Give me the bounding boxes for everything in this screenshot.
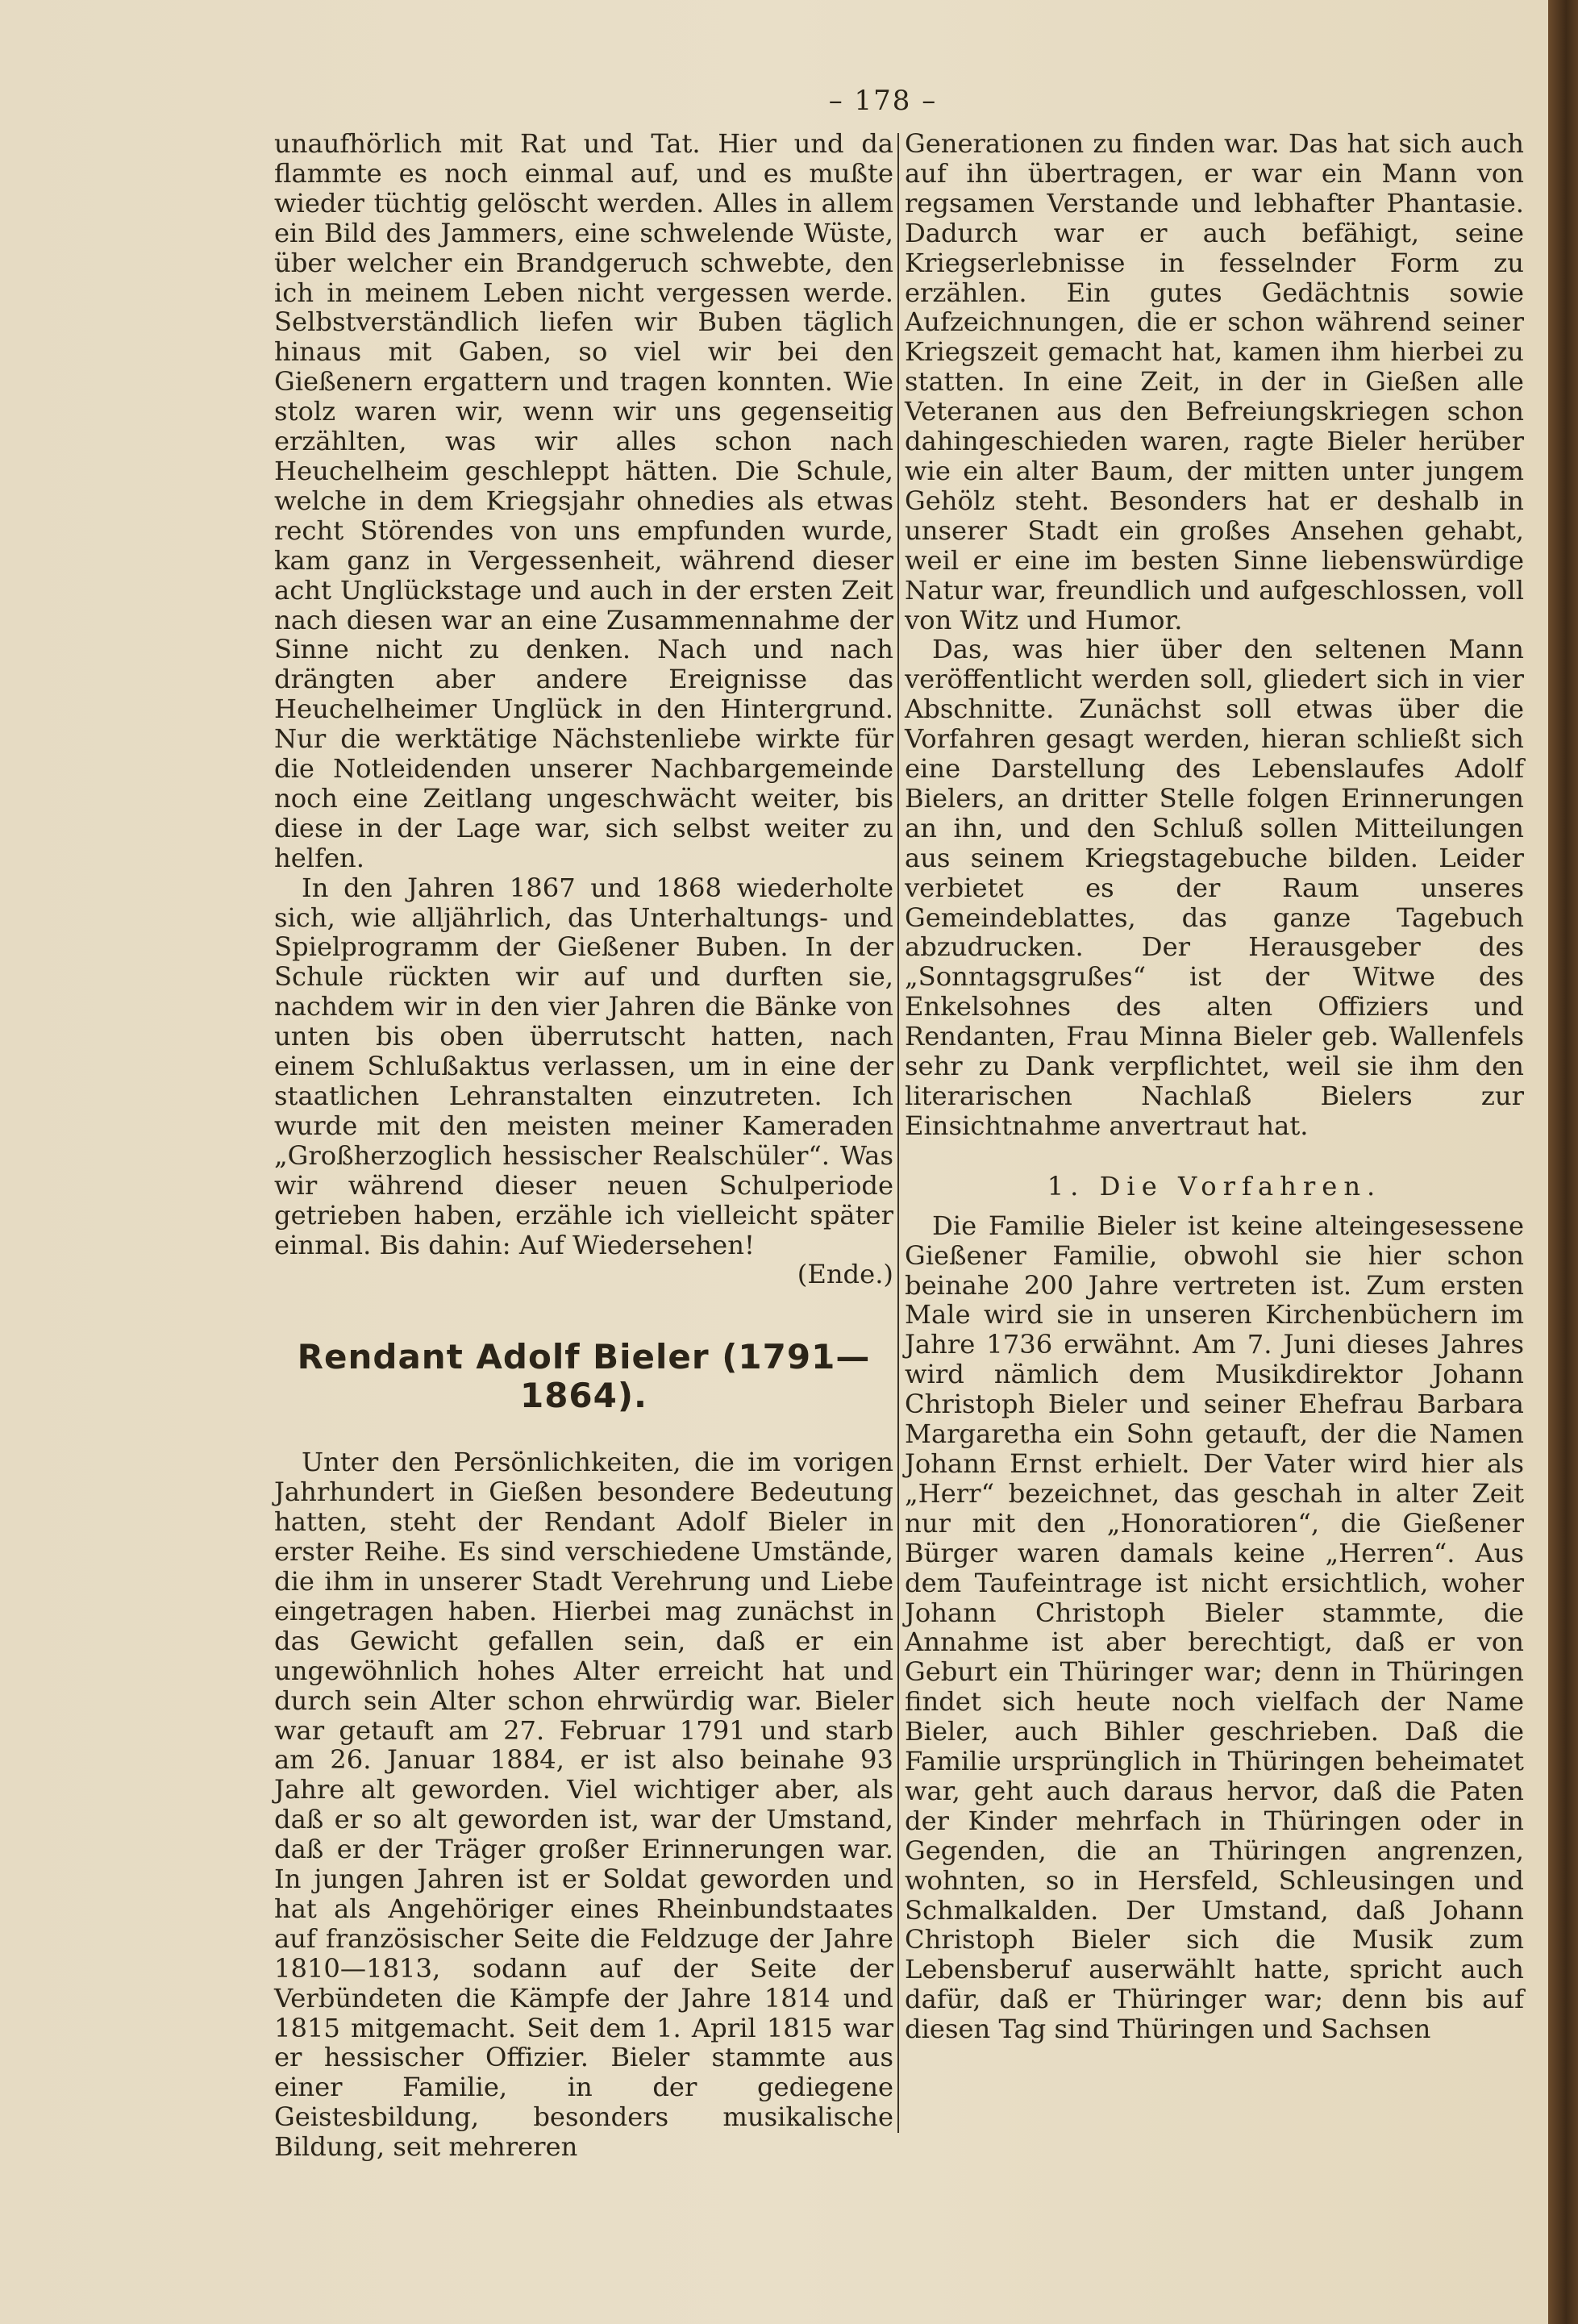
right-paragraph-3: Die Familie Bieler ist keine alteingesessene Gießener Familie, obwohl sie hier schon beinahe 200 Jahre vertreten ist. Zum ersten Male wird sie in unseren Kirchenbüchern im Jahre 1736 erwähnt. Am 7. Juni dieses Jahres wird nämlich dem Musikdirektor Johann Christoph Bieler und seiner Ehefrau Barbara Margaretha ein Sohn getauft, der die Namen Johann Ernst erhielt. Der Vater wird hier als „Herr“ bezeichnet, das geschah in alter Zeit nur mit den „Honoratioren“, die Gießener Bürger waren damals keine „Herren“. Aus dem Taufeintrage ist nicht ersichtlich, woher Johann Christoph Bieler stammte, die Annahme ist aber berechtigt, daß er von Geburt ein Thüringer war; denn in Thüringen findet sich heute noch vielfach der Name Bieler, auch Bihler geschrieben. Daß die Familie ursprünglich in Thüringen beheimatet war, geht auch daraus hervor, daß die Paten der Kinder mehrfach in Thüringen oder in Gegenden, die an Thüringen angrenzen, wohnten, so in Hersfeld, Schleusingen und Schmalkalden. Der Umstand, daß Johann Christoph Bieler sich die Musik zum Lebensberuf auserwählt hatte, spricht auch dafür, daß er Thüringer war; denn bis auf diesen Tag sind Thüringen und Sachsen: [905, 1210, 1524, 2045]
book-binding: [1548, 0, 1578, 2324]
story-end-marker: (Ende.): [797, 1259, 893, 1290]
left-column: [274, 129, 893, 2162]
article-heading: Rendant Adolf Bieler (1791—1864).: [297, 1337, 871, 1416]
left-paragraph-2: In den Jahren 1867 und 1868 wiederholte sich, wie alljährlich, das Unterhaltungs- und Spielprogramm der Gießener Buben. In der Schule rückten wir auf und durften sie, nachdem wir in den vier Jahren die Bänke von unten bis oben überrutscht hatten, nach einem Schlußaktus verlassen, um in eine der staatlichen Lehranstalten einzutreten. Ich wurde mit den meisten meiner Kameraden „Großherzoglich hessischer Realschüler“. Was wir während dieser neuen Schulperiode getrieben haben, erzähle ich vielleicht später einmal. Bis dahin: Auf Wiedersehen!: [274, 872, 893, 1260]
section-heading: 1. Die Vorfahren.: [1047, 1170, 1382, 1202]
column-divider: [897, 133, 899, 2133]
right-paragraph-1: Generationen zu finden war. Das hat sich auch auf ihn übertragen, er war ein Mann von regsamen Verstande und lebhafter Phantasie. Dadurch war er auch befähigt, seine Kriegserlebnisse in fesselnder Form zu erzählen. Ein gutes Gedächtnis sowie Aufzeichnungen, die er schon während seiner Kriegszeit gemacht hat, kamen ihm hierbei zu statten. In eine Zeit, in der in Gießen alle Veteranen aus den Befreiungskriegen schon dahingeschieden waren, ragte Bieler herüber wie ein alter Baum, der mitten unter jungem Gehölz steht. Besonders hat er deshalb in unserer Stadt ein großes Ansehen gehabt, weil er eine im besten Sinne liebenswürdige Natur war, freundlich und aufgeschlossen, voll von Witz und Humor.: [905, 128, 1524, 635]
left-paragraph-3: Unter den Persönlichkeiten, die im vorigen Jahrhundert in Gießen besondere Bedeutung hatten, steht der Rendant Adolf Bieler in erster Reihe. Es sind verschiedene Umstände, die ihm in unserer Stadt Verehrung und Liebe eingetragen haben. Hierbei mag zunächst in das Gewicht gefallen sein, daß er ein ungewöhnlich hohes Alter erreicht hat und durch sein Alter schon ehrwürdig war. Bieler war getauft am 27. Februar 1791 und starb am 26. Januar 1884, er ist also beinahe 93 Jahre alt geworden. Viel wichtiger aber, als daß er so alt geworden ist, war der Umstand, daß er der Träger großer Erinnerungen war. In jungen Jahren ist er Soldat geworden und hat als Angehöriger eines Rheinbundstaates auf französischer Seite die Feldzuge der Jahre 1810—1813, sodann auf der Seite der Verbündeten die Kämpfe der Jahre 1814 und 1815 mitgemacht. Seit dem 1. April 1815 war er hessischer Offizier. Bieler stammte aus einer Familie, in der gediegene Geistesbildung, besonders musikalische Bildung, seit mehreren: [274, 1447, 893, 2163]
left-paragraph-1: unaufhörlich mit Rat und Tat. Hier und da flammte es noch einmal auf, und es mußte wieder tüchtig gelöscht werden. Alles in allem ein Bild des Jammers, eine schwelende Wüste, über welcher ein Brandgeruch schwebte, den ich in meinem Leben nicht vergessen werde. Selbstverständlich liefen wir Buben täglich hinaus mit Gaben, so viel wir bei den Gießenern ergattern und tragen konnten. Wie stolz waren wir, wenn wir uns gegenseitig erzählten, was wir alles schon nach Heuchelheim geschleppt hätten. Die Schule, welche in dem Kriegsjahr ohnedies als etwas recht Störendes von uns empfunden wurde, kam ganz in Vergessenheit, während dieser acht Unglückstage und auch in der ersten Zeit nach diesen war an eine Zusammennahme der Sinne nicht zu denken. Nach und nach drängten aber andere Ereignisse das Heuchelheimer Unglück in den Hintergrund. Nur die werktätige Nächstenliebe wirkte für die Notleidenden unserer Nachbargemeinde noch eine Zeitlang ungeschwächt weiter, bis diese in der Lage war, sich selbst weiter zu helfen.: [274, 128, 893, 873]
right-paragraph-2: Das, was hier über den seltenen Mann veröffentlicht werden soll, gliedert sich in vier Abschnitte. Zunächst soll etwas über die Vorfahren gesagt werden, hieran schließt sich eine Darstellung des Lebenslaufes Adolf Bielers, an dritter Stelle folgen Erinnerungen an ihn, und den Schluß sollen Mitteilungen aus seinem Kriegstagebuche bilden. Leider verbietet es der Raum unseres Gemeindeblattes, das ganze Tagebuch abzudrucken. Der Herausgeber des „Sonntagsgrußes“ ist der Witwe des Enkelsohnes des alten Offiziers und Rendanten, Frau Minna Bieler geb. Wallenfels sehr zu Dank verpflichtet, weil sie ihm den literarischen Nachlaß Bielers zur Einsichtnahme anvertraut hat.: [905, 634, 1524, 1141]
page-number: – 178 –: [828, 85, 938, 117]
right-column: [905, 129, 1524, 2044]
